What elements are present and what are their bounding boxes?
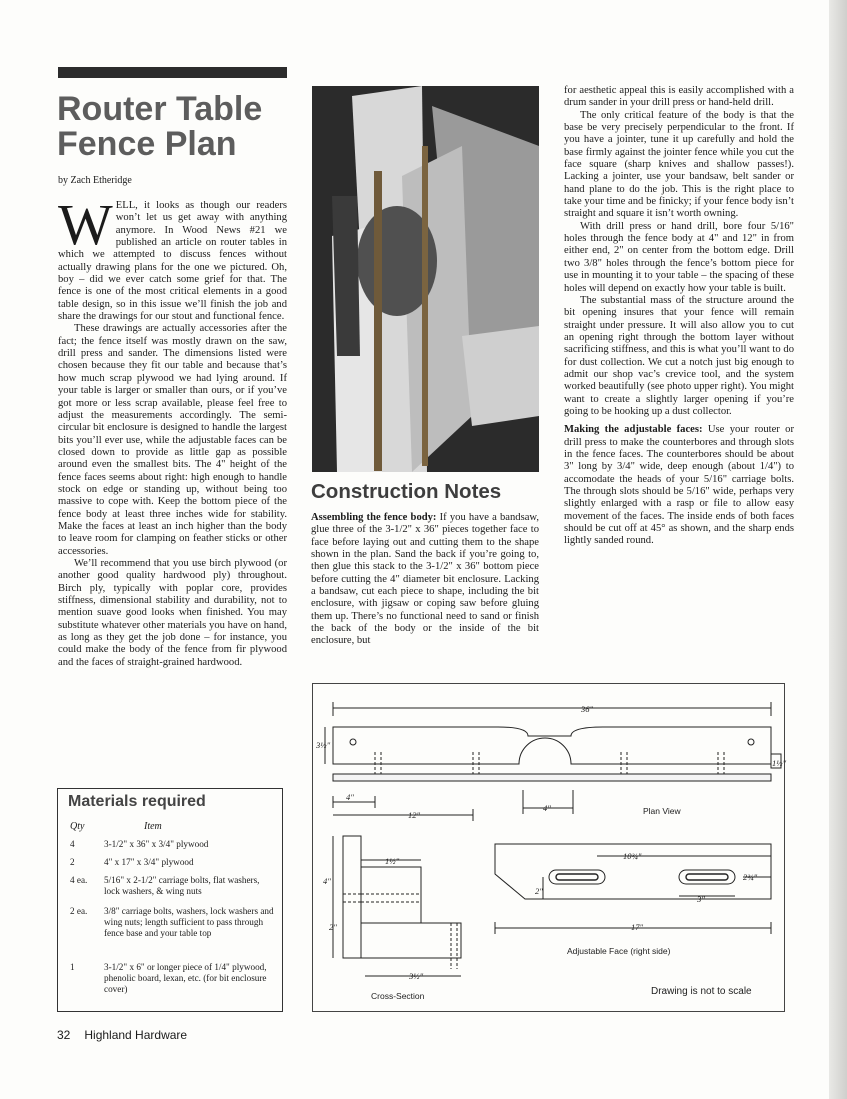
plan-drawing	[312, 683, 785, 1012]
paragraph-drawings: These drawings are actually accessories after the fact; the fence itself was mostly drawn on the saw, drill press and sander. The dimensions listed were chosen because they fit our table and because that’s how much scrap plywood we had lying around. If your table is larger or smaller than ours, or if you’ve got more or less scrap available, please feel free to adjust the measurements accordingly. The semi-circular bit enclosure is designed to handle the largest bits you’ll ever use, while the adjustable faces can be closed down to provide as little gap as possible around even the smallest bits. The 4" height of the fence faces seems about right: high enough to handle stock on edge or standing up, without being too massive to cope with. Keep the bottom piece of the fence body at least three inches wide for stability. Make the faces at least an inch higher than the body to leave room for clamping on feather sticks or other accessories.	[58, 323, 287, 557]
construction-text: If you have a bandsaw, glue three of the 3-1/2" x 36" pieces together face to face before laying out and cutting them to the shape shown in the plan. Sand the back if you’re going to, then glue this stack to the 3-1/2" x 36" bottom piece before cutting the 4" diameter bit enclosure. Lacking a bandsaw, cut each piece to shape, including the bit enclosure, with jigsaw or coping saw before gluing them up. There’s no functional need to sand or finish the back of the body or the inside of the bit enclosure, but	[311, 512, 540, 647]
faces-text: Use your router or drill press to make the counterbores and through slots in the fence faces. The counterbores should be about 3" long by 3/4" wide, deep enough (about 1/4") to accomodate the heads of your 5/16" carriage bolts. The through slots should be 5/16" wide, perhaps very slightly enlarged with a rasp or file to allow easy movement of the faces. The inside ends of both faces should be cut off at 45° as shown, and the sharp ends lightly sanded round.	[564, 424, 794, 547]
paragraph-drill: With drill press or hand drill, bore four 5/16" holes through the fence body at 4" and 12" in from either end, 2" on center from the bottom edge. Drill two 3/8" holes through the fence’s bottom piece for use in mounting it to your table – the spacing of these holes will depend on exactly how your table is built.	[564, 220, 794, 294]
lead-caps: ELL,	[115, 200, 138, 211]
runhead-fence-body: Assembling the fence body:	[311, 512, 437, 523]
column-2	[311, 512, 539, 648]
construction-heading: Construction Notes	[311, 480, 502, 503]
column-1	[58, 192, 287, 669]
construction-paragraph	[311, 512, 539, 648]
dim-4b: 4"	[543, 803, 551, 813]
dim-17: 17"	[631, 922, 644, 932]
column-3	[564, 85, 794, 548]
dim-36: 36"	[581, 704, 594, 714]
dim-1half-b: 1½"	[385, 856, 400, 866]
item-header: Item	[144, 821, 162, 832]
dim-10: 10¾"	[623, 851, 642, 861]
col3-continued: for aesthetic appeal this is easily accomplished with a drum sander in your drill press or hand-held drill.	[564, 85, 794, 109]
material-item: 3-1/2" x 6" or longer piece of 1/4" plywood, phenolic board, lexan, etc. (for bit enclosure cover)	[104, 962, 267, 995]
material-qty: 4 ea.	[70, 875, 88, 885]
dim-4c: 4"	[323, 876, 331, 886]
dim-3half: 3½"	[316, 740, 331, 750]
dim-2b: 2"	[535, 886, 543, 896]
material-item: 5/16" x 2-1/2" carriage bolts, flat washers, lock washers, & wing nuts	[104, 875, 260, 897]
scan-edge	[829, 0, 847, 1099]
drop-cap: W	[58, 192, 113, 257]
dim-3: 3"	[697, 894, 705, 904]
material-item: 4" x 17" x 3/4" plywood	[104, 857, 194, 867]
material-qty: 2 ea.	[70, 906, 88, 916]
dim-2c: 2¾"	[743, 872, 758, 882]
fence-photo	[312, 86, 539, 472]
plan-view-label: Plan View	[643, 806, 681, 816]
intro-text: it looks as though our readers won’t let us get away with anything anymore. In Wood News #21 we published an article on router tables in which we attempted to discuss fences without actually drawing plans for the one we pictured. Oh, boy – did we ever catch some grief for that. The fence is one of the most critical elements in a good table design, so in this issue we’ll finish the job and share the drawings for our stout and functional fence.	[58, 200, 287, 323]
materials-box	[57, 788, 283, 1012]
article-title: Router Table Fence Plan	[57, 90, 263, 163]
material-item: 3/8" carriage bolts, washers, lock washers and wing nuts; length sufficient to pass through fence base and your table top	[104, 906, 274, 939]
faces-paragraph	[564, 424, 794, 547]
material-qty: 4	[70, 839, 75, 849]
paragraph-critical: The only critical feature of the body is that the base be very precisely perpendicular to the front. If you have a jointer, tune it up carefully and hold the base firmly against the jointer fence while you cut the face square (sharp knives and shallow passes!). Lacking a jointer, use your bandsaw, belt sander or hand plane to do the job. This is the right place to take your time and be finicky; if your fence body isn’t straight and square it isn’t worth owning.	[564, 109, 794, 220]
material-qty: 2	[70, 857, 75, 867]
dim-2: 2"	[329, 922, 337, 932]
page-number: 32	[57, 1028, 71, 1042]
material-qty: 1	[70, 962, 75, 972]
title-rule	[58, 67, 287, 78]
qty-header: Qty	[70, 821, 85, 832]
scale-note: Drawing is not to scale	[651, 986, 752, 997]
dim-3half-b: 3½"	[409, 971, 424, 981]
publisher: Highland Hardware	[84, 1028, 188, 1042]
materials-heading: Materials required	[68, 793, 206, 810]
dim-4a: 4"	[346, 792, 354, 802]
byline: by Zach Etheridge	[58, 175, 132, 186]
dim-1half: 1½"	[772, 758, 787, 768]
paragraph-mass: The substantial mass of the structure around the bit opening insures that your fence will remain straight under pressure. It will also allow you to cut an opening right through the bottom layer without sacrificing stiffness, and this is what you’ll want to do for dust collection. We cut a notch just big enough to admit our shop vac’s crevice tool, and the system worked beautifully (see photo upper right). You might want to create a slightly larger opening if you’re going to be hooking up a dust collector.	[564, 294, 794, 417]
page-footer	[57, 1028, 187, 1042]
runhead-faces: Making the adjustable faces:	[564, 424, 703, 436]
dim-12: 12"	[408, 810, 421, 820]
adjustable-face-label: Adjustable Face (right side)	[567, 946, 671, 956]
intro-paragraph	[58, 192, 287, 323]
material-item: 3-1/2" x 36" x 3/4" plywood	[104, 839, 209, 849]
fence-photo-image	[312, 86, 539, 472]
paragraph-plywood: We’ll recommend that you use birch plywood (or another good quality hardwood ply) throughout. Birch ply, typically with poplar core, provides stiffness, dimensional stability and durability, not to mention suave good looks when finished. You may substitute whatever other materials you have on hand, as long as they get the job done – for instance, you could make the body of the fence from fir plywood and the faces of straight-grained hardwood.	[58, 557, 287, 668]
cross-section-label: Cross-Section	[371, 991, 425, 1001]
plan-drawing-svg	[313, 684, 787, 1011]
